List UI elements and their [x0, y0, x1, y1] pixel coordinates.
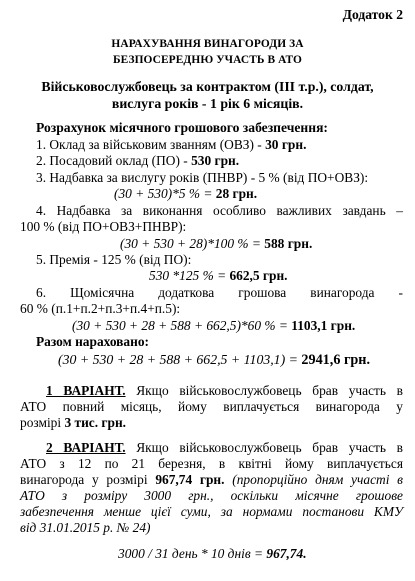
item-3-result: 28 грн.: [215, 186, 258, 201]
subtitle-line-2: вислуга років - 1 рік 6 місяців.: [111, 96, 304, 111]
variant-2-result: 967,74.: [266, 546, 307, 561]
variant-2-line-5: [20, 504, 403, 520]
item-6-result: 1103,1 грн.: [291, 318, 356, 333]
annex-label: Додаток 2: [342, 7, 403, 22]
item-3-formula: (30 + 530)*5 % =: [114, 186, 216, 201]
item-6-calc: [72, 318, 355, 334]
item-4-line-2: 100 % (від ПО+ОВЗ+ПНВР):: [20, 219, 187, 234]
variant-2-amount: 967,74 грн.: [155, 472, 225, 487]
subtitle: [14, 78, 401, 112]
subtitle-line-1: Військовослужбовець за контрактом (ІІІ т.р.), солдат,: [41, 79, 374, 94]
item-1-text: 1. Оклад за військовим званням (ОВЗ) -: [36, 137, 266, 152]
item-4-result: 588 грн.: [264, 236, 313, 251]
variant-2-line-6: від 31.01.2015 р. № 24): [20, 520, 151, 535]
item-1-value: 30 грн.: [265, 137, 307, 152]
variant-2-line-4-text: АТО з розміру 3000 грн., оскільки місячне грошове: [20, 488, 403, 503]
item-6-formula: (30 + 530 + 28 + 588 + 662,5)*60 % =: [72, 318, 292, 333]
item-5: 5. Премія - 125 % (від ПО):: [36, 252, 192, 267]
section-heading: Розрахунок місячного грошового забезпечення:: [36, 120, 328, 135]
variant-2-label: 2 ВАРІАНТ.: [46, 440, 126, 455]
variant-2-line-3-text: винагорода у розмірі: [20, 472, 156, 487]
title-line-2: БЕЗПОСЕРЕДНЮ УЧАСТЬ В АТО: [113, 53, 302, 66]
variant-2-line-4: [20, 488, 403, 504]
variant-1-line-1-text: Якщо військовослужбовець брав участь в: [125, 383, 403, 398]
variant-2-line-2-text: АТО з 12 по 21 березня, в квітні йому виплачується: [20, 456, 403, 471]
item-2: [36, 153, 239, 169]
item-4-formula: (30 + 530 + 28)*100 % =: [120, 236, 265, 251]
item-6-line-1: [36, 285, 403, 301]
variant-1-amount: 3 тис. грн.: [64, 415, 127, 430]
item-5-result: 662,5 грн.: [229, 268, 288, 283]
item-3: [36, 170, 368, 186]
variant-1-label: 1 ВАРІАНТ.: [46, 383, 126, 398]
variant-1-line-3: [20, 415, 126, 431]
item-6-line-2: 60 % (п.1+п.2+п.3+п.4+п.5):: [20, 301, 181, 316]
item-3-text-b: (ПНВР) - 5 % (від ПО+ОВЗ):: [199, 170, 369, 185]
variant-1-line-2: [20, 399, 403, 415]
total-calc: [58, 352, 370, 368]
item-2-text: 2. Посадовий оклад (ПО) -: [36, 153, 192, 168]
document-title: [0, 37, 415, 68]
total-formula: (30 + 530 + 28 + 588 + 662,5 + 1103,1) =: [58, 352, 302, 367]
variant-2-line-5-text: забезпечення менше цієї суми, за нормами постанови КМУ: [20, 504, 403, 519]
total-label: Разом нараховано:: [36, 334, 149, 349]
item-1: [36, 137, 306, 153]
item-4-calc: [120, 236, 312, 252]
item-5-formula: 530 *125 % =: [149, 268, 230, 283]
title-line-1: НАРАХУВАННЯ ВИНАГОРОДИ ЗА: [111, 38, 304, 50]
item-2-value: 530 грн.: [191, 153, 240, 168]
variant-2-formula: 3000 / 31 день * 10 днів =: [118, 546, 267, 561]
variant-1-line-3-text: розмірі: [20, 415, 65, 430]
item-3-text-a: 3. Надбавка за вислугу років: [36, 170, 200, 185]
variant-2-line-1: [46, 440, 403, 456]
item-5-calc: [149, 268, 288, 284]
variant-2-note-start: (пропорційно дням участі в: [224, 472, 403, 487]
item-3-calc: [114, 186, 257, 202]
variant-1-line-2-text: АТО повний місяць, йому виплачується винагорода у: [20, 399, 403, 414]
variant-1-line-1: [46, 383, 403, 399]
variant-2-calc: [118, 546, 307, 562]
total-result: 2941,6 грн.: [301, 352, 371, 368]
variant-2-line-2: [20, 456, 403, 472]
item-6-line-1-text: 6. Щомісячна додаткова грошова винагорода -: [36, 285, 403, 300]
variant-2-line-1-text: Якщо військовослужбовець брав участь в: [125, 440, 403, 455]
item-4-line-1: [36, 203, 403, 219]
item-4-line-1-text: 4. Надбавка за виконання особливо важливих завдань –: [36, 203, 403, 218]
variant-2-line-3: [20, 472, 403, 488]
